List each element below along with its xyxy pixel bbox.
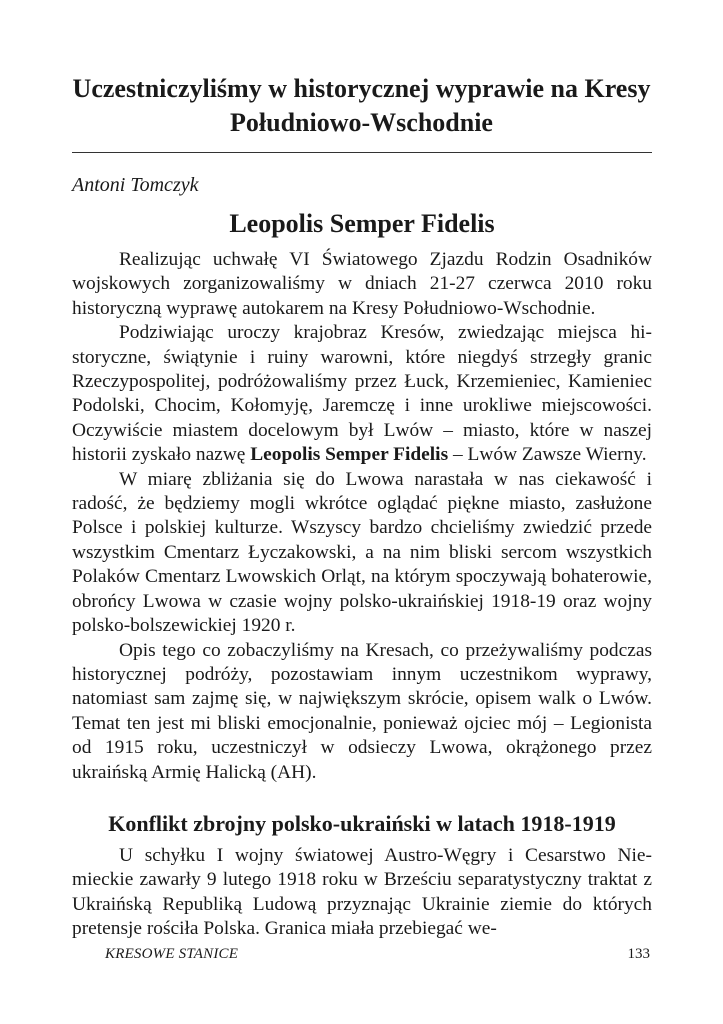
paragraph-text: W miarę zbliżania się do Lwowa narastała w nas ciekawość i radość, że będziemy mogli wkrótce oglądać piękne miasto, zasłużone Polsce i polskiej kulturze. Wszyscy bardzo chcieliśmy zwiedzić przede wszystkim Cmentarz Łyczakowski, a na nim bliski sercom wszystkich Polaków Cmentarz Lwowskich Orląt, na którym spoczywają bohaterowie, obrońcy Lwowa w czasie wojny polsko-ukraińskiej 1918-19 oraz wojny polsko-bolszewickiej 1920 r. — [72, 468, 652, 637]
section-heading-konflikt: Konflikt zbrojny polsko-ukraiński w latach 1918-1919 — [108, 811, 616, 836]
title-divider — [72, 152, 652, 153]
page-number: 133 — [627, 946, 650, 962]
author-name: Antoni Tomczyk — [72, 174, 199, 196]
paragraph-text: Podziwiając uroczy krajobraz Kresów, zwiedzając miejsca historyczne, świątynie i ruiny warowni, które niegdyś strzegły granic Rzeczypospolitej, podróżowaliśmy przez Łuck, Krzemieniec, Kamieniec Podolski, Chocim, Kołomyję, Jaremczę i inne urokliwe miejscowości. Oczywiście miastem docelowym był Lwów – miasto, które w naszej historii zyskało nazwę — [72, 322, 652, 466]
paragraph-text: U schyłku I wojny światowej Austro-Węgry i Cesarstwo Niemieckie zawarły 9 lutego 1918 roku w Brześciu separatystyczny traktat z Ukraińską Republiką Ludową przyznając Ukrainie ziemie do których pretensje rościła Polska. Granica miała przebiegać we- — [72, 845, 652, 940]
paragraph — [72, 468, 652, 639]
paragraph — [72, 844, 652, 942]
page-title: Uczestniczyliśmy w historycznej wyprawie na Kresy Południowo-Wschodnie — [72, 74, 651, 137]
paragraph-text-continued: – Lwów Zawsze Wierny. — [452, 444, 647, 466]
section-body — [72, 844, 652, 942]
paragraph — [72, 248, 652, 321]
paragraph-bold-text: Leopolis Semper Fidelis — [250, 444, 449, 466]
paragraph — [72, 321, 652, 467]
paragraph-text: Opis tego co zobaczyliśmy na Kresach, co przeżywaliśmy podczas historycznej podróży, pozostawiam innym uczestnikom wyprawy, natomiast sam zajmę się, w największym skrócie, opisem walk o Lwów. Temat ten jest mi bliski emocjonalnie, ponieważ ojciec mój – Legionista od 1915 roku, uczestniczył w odsieczy Lwowa, okrążonego przez ukraińską Armię Halicką (AH). — [72, 639, 652, 783]
footer-journal-name: KRESOWE STANICE — [105, 946, 239, 962]
paragraph — [72, 639, 652, 785]
article-body — [72, 248, 652, 785]
section-heading-leopolis: Leopolis Semper Fidelis — [229, 209, 495, 238]
paragraph-text: Realizując uchwałę VI Światowego Zjazdu Rodzin Osadników wojskowych zorganizowaliśmy w dniach 21-27 czerwca 2010 roku historyczną wyprawę autokarem na Kresy Południowo-Wschodnie. — [72, 249, 652, 319]
